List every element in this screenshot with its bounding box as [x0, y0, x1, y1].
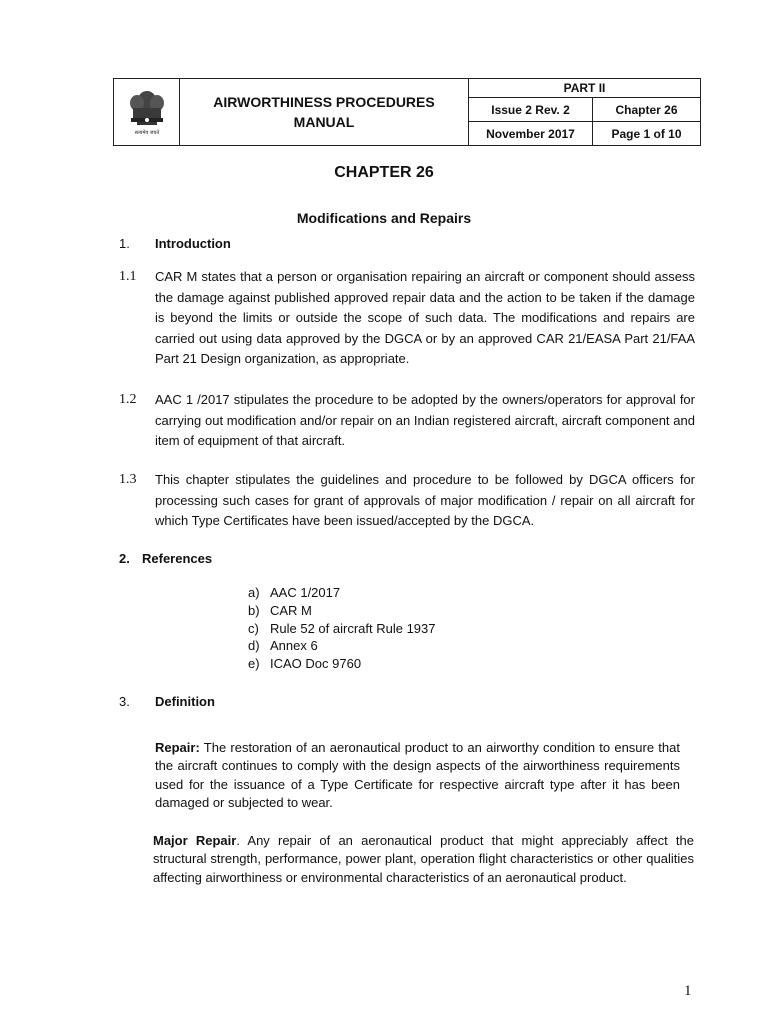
- list-item-letter: a): [248, 585, 260, 600]
- references-list: [248, 584, 435, 673]
- issue-label: Issue 2 Rev. 2: [469, 98, 593, 122]
- repair-term: Repair:: [155, 740, 200, 755]
- page-number: 1: [684, 983, 692, 999]
- list-item-text: Rule 52 of aircraft Rule 1937: [270, 620, 436, 636]
- chapter-title: CHAPTER 26: [334, 164, 434, 181]
- list-item-letter: c): [248, 620, 259, 636]
- document-header: [113, 78, 701, 146]
- para-1-1-number: 1.1: [119, 269, 137, 284]
- list-item: [248, 637, 435, 655]
- page-label: Page 1 of 10: [611, 126, 682, 141]
- list-item: [248, 620, 435, 638]
- list-item: [248, 602, 435, 620]
- list-item: [248, 655, 435, 673]
- major-repair-definition-text: . Any repair of an aeronautical product that might appreciably affect the structural strength, performance, power plant, operation flight characteristics or other qualities affecting airworthiness or environmental characteristics of an aeronautical product.: [153, 833, 695, 885]
- para-1-2-number: 1.2: [119, 392, 137, 407]
- chapter-label: Chapter 26: [593, 98, 700, 122]
- list-item-letter: b): [248, 602, 260, 618]
- section-1-heading: Introduction: [155, 236, 231, 251]
- national-emblem-icon: [125, 86, 169, 138]
- list-item: [248, 584, 435, 602]
- section-2-number: 2.: [119, 551, 130, 566]
- manual-title-line1: AIRWORTHINESS PROCEDURES: [213, 94, 435, 110]
- para-1-3-text: This chapter stipulates the guidelines and procedure to be followed by DGCA officers for processing such cases for grant of approvals of major modification / repair on all aircraft for which Type Certificates have been issued/accepted by the DGCA.: [155, 472, 695, 528]
- list-item-letter: e): [248, 656, 260, 672]
- emblem-caption: सत्यमेव जयते: [134, 130, 159, 136]
- emblem-cell: [114, 79, 180, 145]
- list-item-text: AAC 1/2017: [270, 585, 341, 600]
- major-repair-definition: [153, 832, 694, 887]
- section-3-number: 3.: [119, 694, 130, 709]
- chapter-subtitle: Modifications and Repairs: [296, 210, 472, 226]
- para-1-2-text: AAC 1 /2017 stipulates the procedure to be adopted by the owners/operators for approval for carrying out modification and/or repair on an Indian registered aircraft, aircraft component and item of equipment of that aircraft.: [155, 392, 695, 448]
- manual-title: [180, 79, 469, 145]
- section-1-number: 1.: [119, 236, 130, 251]
- list-item-text: Annex 6: [270, 638, 318, 654]
- manual-title-line2: MANUAL: [293, 114, 355, 130]
- part-label: PART II: [469, 79, 700, 98]
- repair-definition: [155, 739, 680, 812]
- para-1-3-number: 1.3: [119, 472, 137, 487]
- date-label: November 2017: [469, 122, 593, 145]
- section-2-heading: References: [142, 551, 213, 566]
- list-item-letter: d): [248, 638, 260, 654]
- major-repair-term: Major Repair: [153, 833, 237, 848]
- list-item-text: ICAO Doc 9760: [270, 656, 362, 672]
- section-3-heading: Definition: [155, 694, 215, 709]
- para-1-1-text: CAR M states that a person or organisation repairing an aircraft or component should assess the damage against published approved repair data and the action to be taken if the damage is beyond the limits or outside the scope of such data. The modifications and repairs are carried out using data approved by the DGCA or by an approved CAR 21/EASA Part 21/FAA Part 21 Design organization, as appropriate.: [155, 269, 695, 366]
- list-item-text: CAR M: [270, 602, 312, 618]
- repair-definition-text: The restoration of an aeronautical product to an airworthy condition to ensure that the aircraft continues to comply with the design aspects of the airworthiness requirements used for the issuance of a Type Certificate for respective aircraft type after it has been damaged or subjected to wear.: [155, 740, 680, 810]
